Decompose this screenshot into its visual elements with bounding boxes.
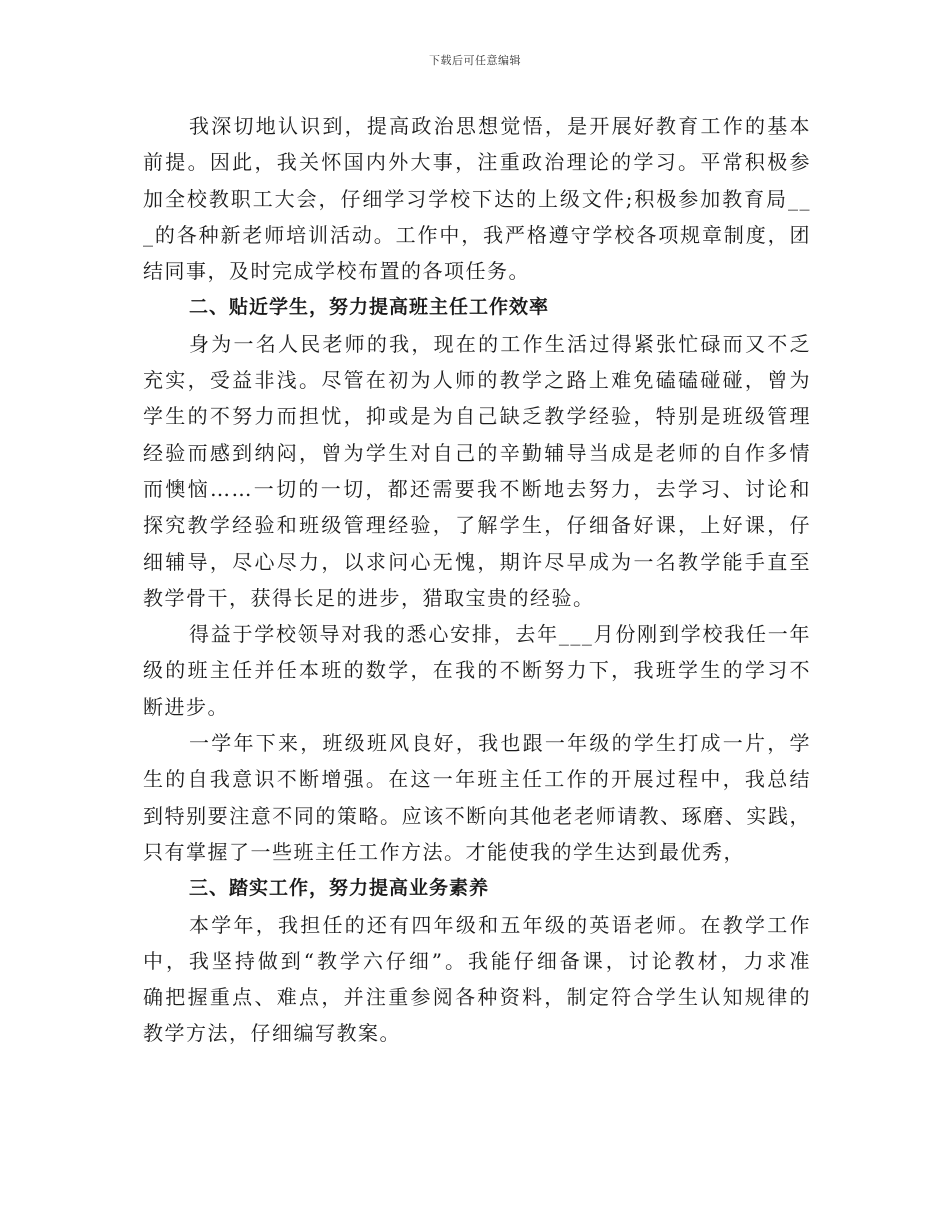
text-line: 充实，受益非浅。尽管在初为人师的教学之路上难免磕磕碰碰，曾为 <box>143 368 811 393</box>
text-line: 一学年下来，班级班风良好，我也跟一年级的学生打成一片，学 <box>189 731 811 756</box>
text-line: 本学年，我担任的还有四年级和五年级的英语老师。在教学工作 <box>189 912 811 937</box>
text-line: 身为一名人民老师的我，现在的工作生活过得紧张忙碌而又不乏 <box>189 331 811 356</box>
text-line: 探究教学经验和班级管理经验，了解学生，仔细备好课，上好课，仔 <box>143 513 811 538</box>
text-line: 二、贴近学生，努力提高班主任工作效率 <box>189 296 550 319</box>
paragraph <box>143 725 811 870</box>
text-line: 教学方法，仔细编写教案。 <box>143 1021 401 1046</box>
text-line: 结同事，及时完成学校布置的各项任务。 <box>143 259 530 284</box>
document-body <box>143 108 811 1052</box>
text-line: 我深切地认识到，提高政治思想觉悟，是开展好教育工作的基本 <box>189 114 811 138</box>
paragraph <box>143 616 811 725</box>
section-heading <box>143 289 811 325</box>
text-line: 得益于学校领导对我的悉心安排，去年___月份刚到学校我任一年 <box>189 622 811 647</box>
text-line: 而懊恼……一切的一切，都还需要我不断地去努力，去学习、讨论和 <box>143 476 811 501</box>
text-line: 只有掌握了一些班主任工作方法。才能使我的学生达到最优秀， <box>143 839 745 864</box>
text-line: 断进步。 <box>143 694 229 719</box>
text-line: _的各种新老师培训活动。工作中，我严格遵守学校各项规章制度，团 <box>143 222 811 247</box>
page-header: 下载后可任意编辑 <box>429 54 521 67</box>
paragraph <box>143 907 811 1052</box>
text-line: 到特别要注意不同的策略。应该不断向其他老老师请教、琢磨、实践， <box>143 803 811 828</box>
text-line: 前提。因此，我关怀国内外大事，注重政治理论的学习。平常积极参 <box>143 150 811 175</box>
text-line: 三、踏实工作，努力提高业务素养 <box>189 877 490 900</box>
text-line: 确把握重点、难点，并注重参阅各种资料，制定符合学生认知规律的 <box>143 985 811 1010</box>
text-line: 细辅导，尽心尽力，以求问心无愧，期许尽早成为一名教学能手直至 <box>143 549 811 574</box>
text-line: 教学骨干，获得长足的进步，猎取宝贵的经验。 <box>143 585 595 610</box>
paragraph <box>143 326 811 616</box>
text-line: 生的自我意识不断增强。在这一年班主任工作的开展过程中，我总结 <box>143 767 811 792</box>
text-line: 中，我坚持做到“教学六仔细”。我能仔细备课，讨论教材，力求准 <box>143 948 811 973</box>
section-heading <box>143 870 811 906</box>
text-line: 学生的不努力而担忧，抑或是为自己缺乏教学经验，特别是班级管理 <box>143 404 811 429</box>
paragraph <box>143 108 811 289</box>
text-line: 经验而感到纳闷，曾为学生对自己的辛勤辅导当成是老师的自作多情 <box>143 440 811 465</box>
text-line: 加全校教职工大会，仔细学习学校下达的上级文件;积极参加教育局__ <box>143 186 811 211</box>
text-line: 级的班主任并任本班的数学，在我的不断努力下，我班学生的学习不 <box>143 658 811 683</box>
